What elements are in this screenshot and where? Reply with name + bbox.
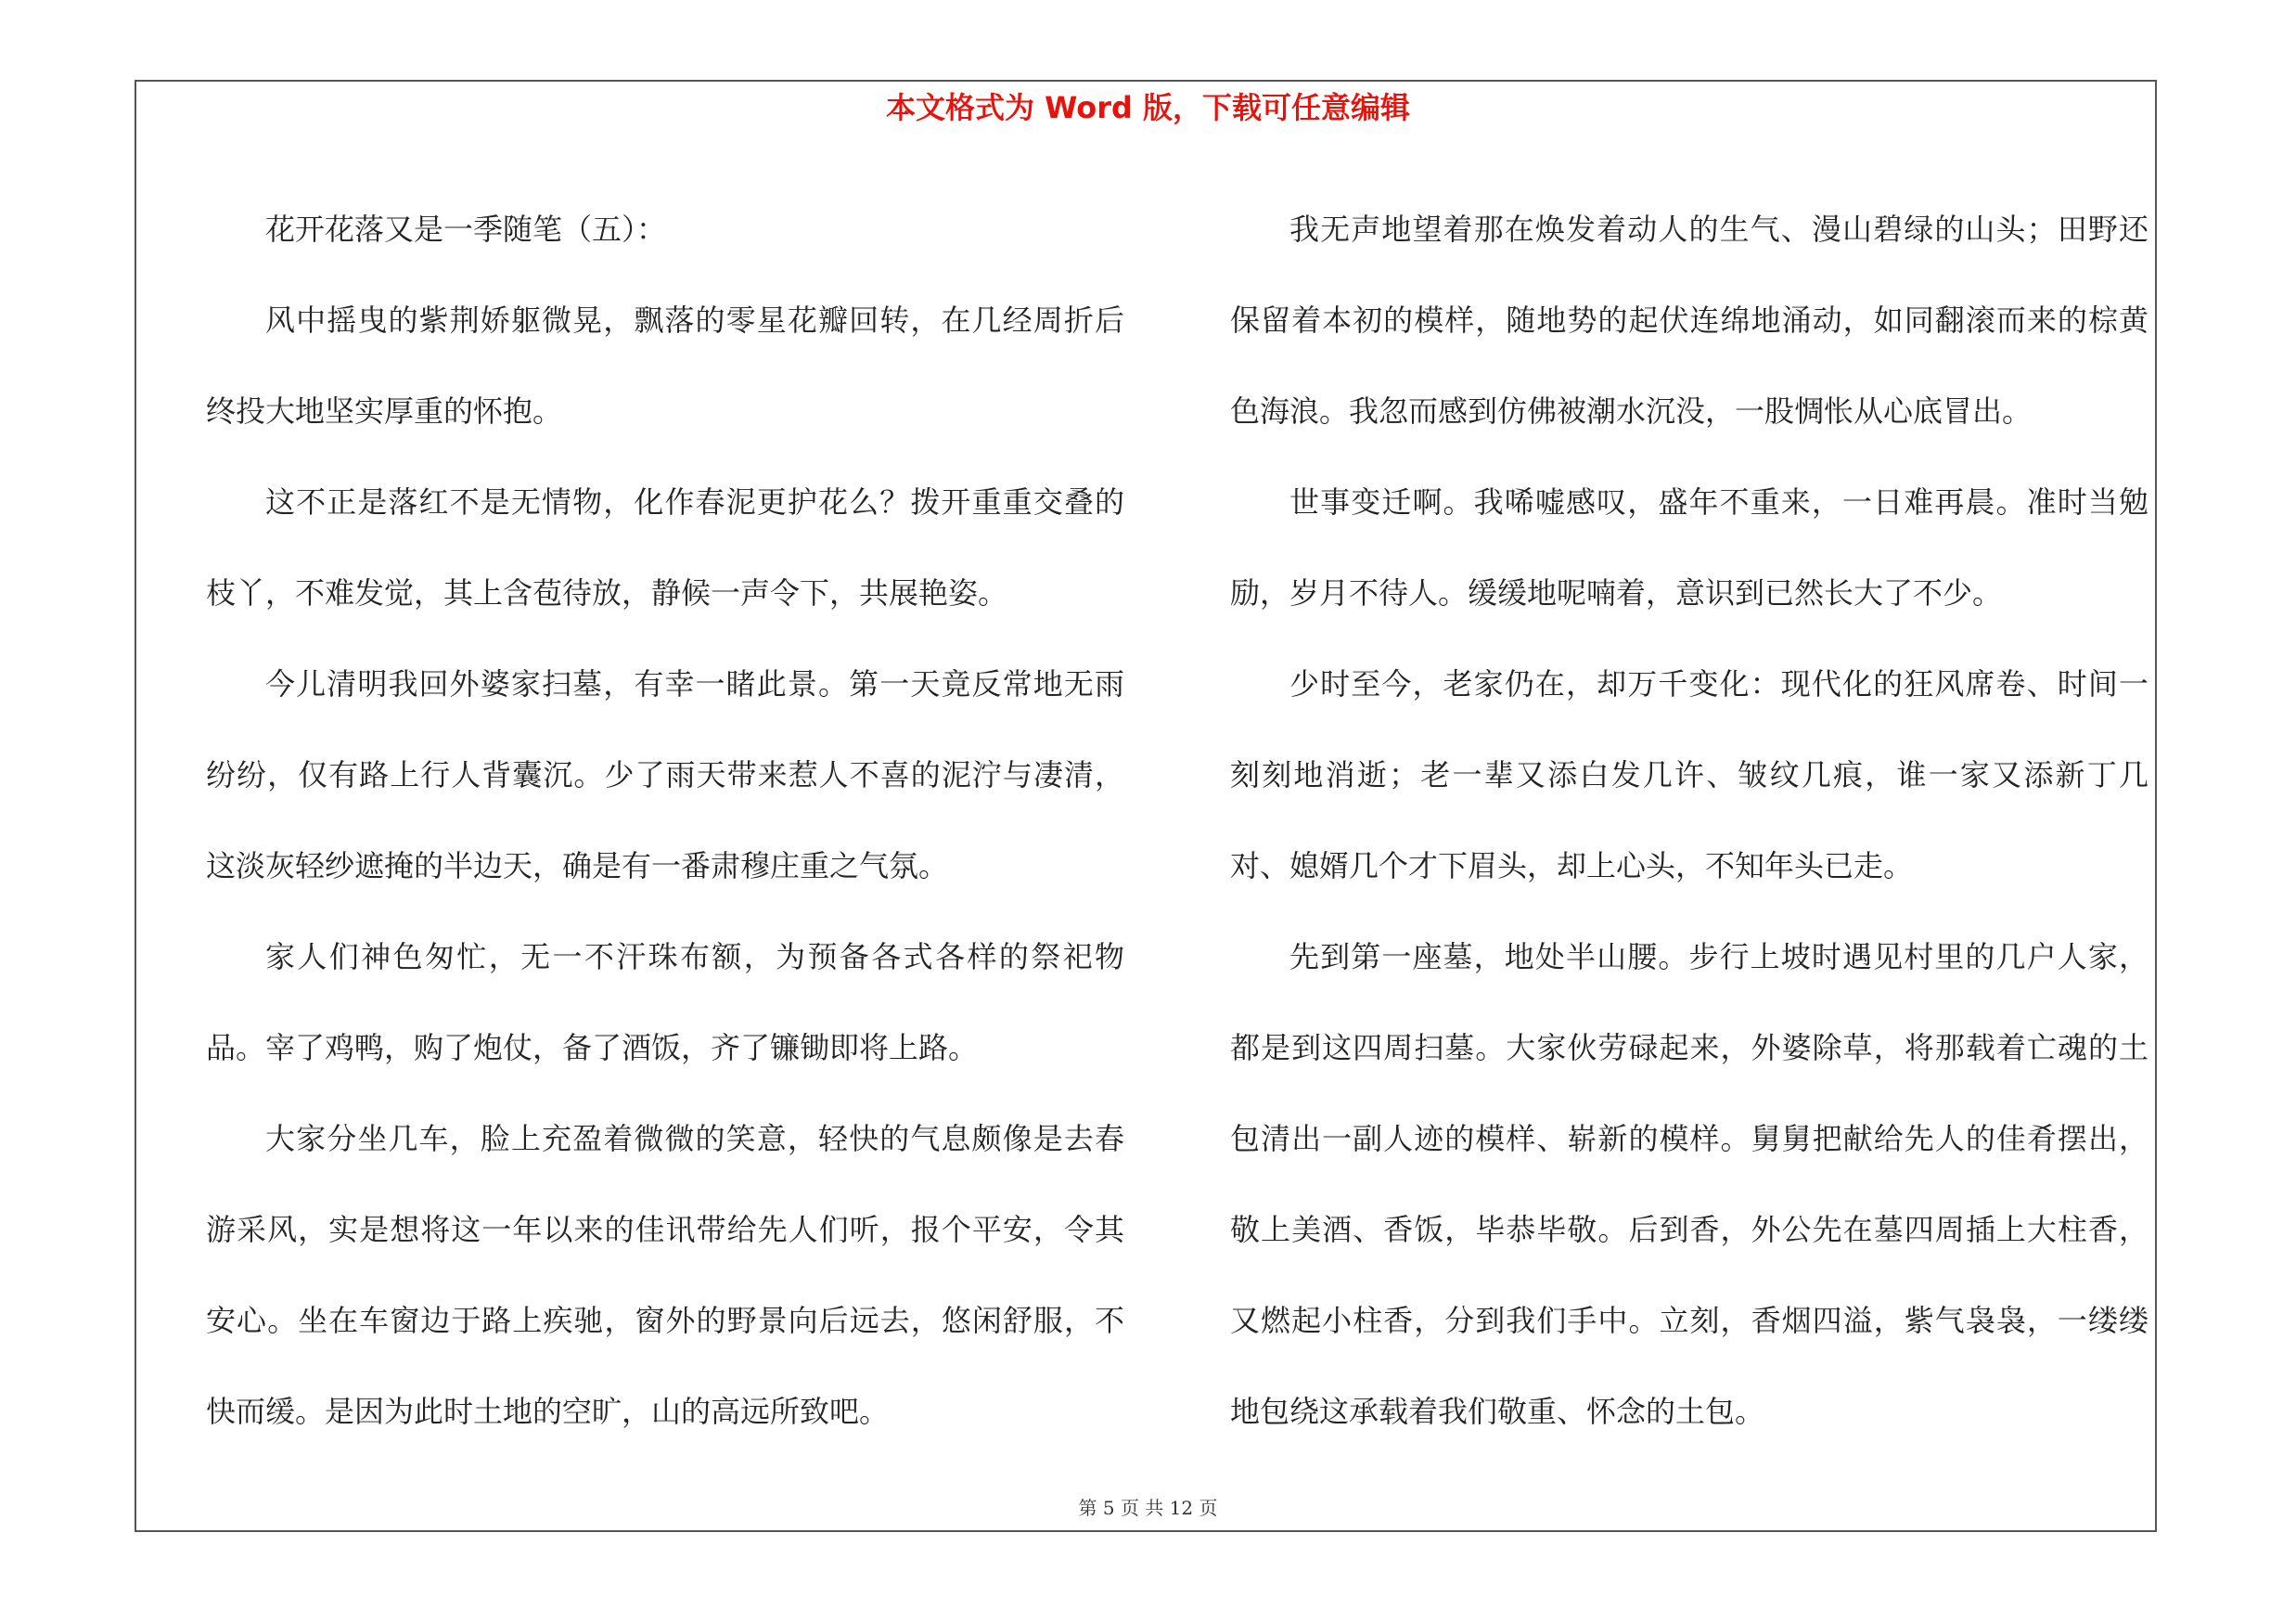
right-column xyxy=(1230,184,2148,1457)
paragraph: 少时至今，老家仍在，却万千变化：现代化的狂风席卷、时间一刻刻地消逝；老一辈又添白发几许、皱纹几痕，谁一家又添新丁几对、媳婿几个才下眉头，却上心头，不知年头已走。 xyxy=(1230,666,2148,883)
paragraph: 我无声地望着那在焕发着动人的生气、漫山碧绿的山头；田野还保留着本初的模样，随地势的起伏连绵地涌动，如同翻滚而来的棕黄色海浪。我忽而感到仿佛被潮水沉没，一股惆怅从心底冒出。 xyxy=(1230,212,2148,429)
page-number: 第 5 页 共 12 页 xyxy=(1078,1497,1218,1519)
paragraph: 家人们神色匆忙，无一不汗珠布额，为预备各式各样的祭祀物品。宰了鸡鸭，购了炮仗，备了酒饭，齐了镰锄即将上路。 xyxy=(206,939,1124,1065)
paragraph: 今儿清明我回外婆家扫墓，有幸一睹此景。第一天竟反常地无雨纷纷，仅有路上行人背囊沉。少了雨天带来惹人不喜的泥泞与凄清，这淡灰轻纱遮掩的半边天，确是有一番肃穆庄重之气氛。 xyxy=(206,666,1124,883)
format-banner: 本文格式为 Word 版，下载可任意编辑 xyxy=(885,90,1411,125)
paragraph: 这不正是落红不是无情物，化作春泥更护花么？拨开重重交叠的枝丫，不难发觉，其上含苞待放，静候一声令下，共展艳姿。 xyxy=(206,484,1124,611)
paragraph: 风中摇曳的紫荆娇躯微晃，飘落的零星花瓣回转，在几经周折后终投大地坚实厚重的怀抱。 xyxy=(206,303,1124,429)
paragraph: 世事变迁啊。我唏嘘感叹，盛年不重来，一日难再晨。准时当勉励，岁月不待人。缓缓地呢喃着，意识到已然长大了不少。 xyxy=(1230,484,2148,611)
paragraph: 大家分坐几车，脸上充盈着微微的笑意，轻快的气息颇像是去春游采风，实是想将这一年以来的佳讯带给先人们听，报个平安，令其安心。坐在车窗边于路上疾驰，窗外的野景向后远去，悠闲舒服，不快而缓。是因为此时土地的空旷，山的高远所致吧。 xyxy=(206,1121,1124,1429)
paragraph: 花开花落又是一季随笔（五）： xyxy=(265,212,667,247)
paragraph: 先到第一座墓，地处半山腰。步行上坡时遇见村里的几户人家，都是到这四周扫墓。大家伙劳碌起来，外婆除草，将那载着亡魂的土包清出一副人迹的模样、崭新的模样。舅舅把献给先人的佳肴摆出，敬上美酒、香饭，毕恭毕敬。后到香，外公先在墓四周插上大柱香，又燃起小柱香，分到我们手中。立刻，香烟四溢，紫气袅袅，一缕缕地包绕这承载着我们敬重、怀念的土包。 xyxy=(1230,939,2148,1429)
left-column xyxy=(206,184,1124,1457)
